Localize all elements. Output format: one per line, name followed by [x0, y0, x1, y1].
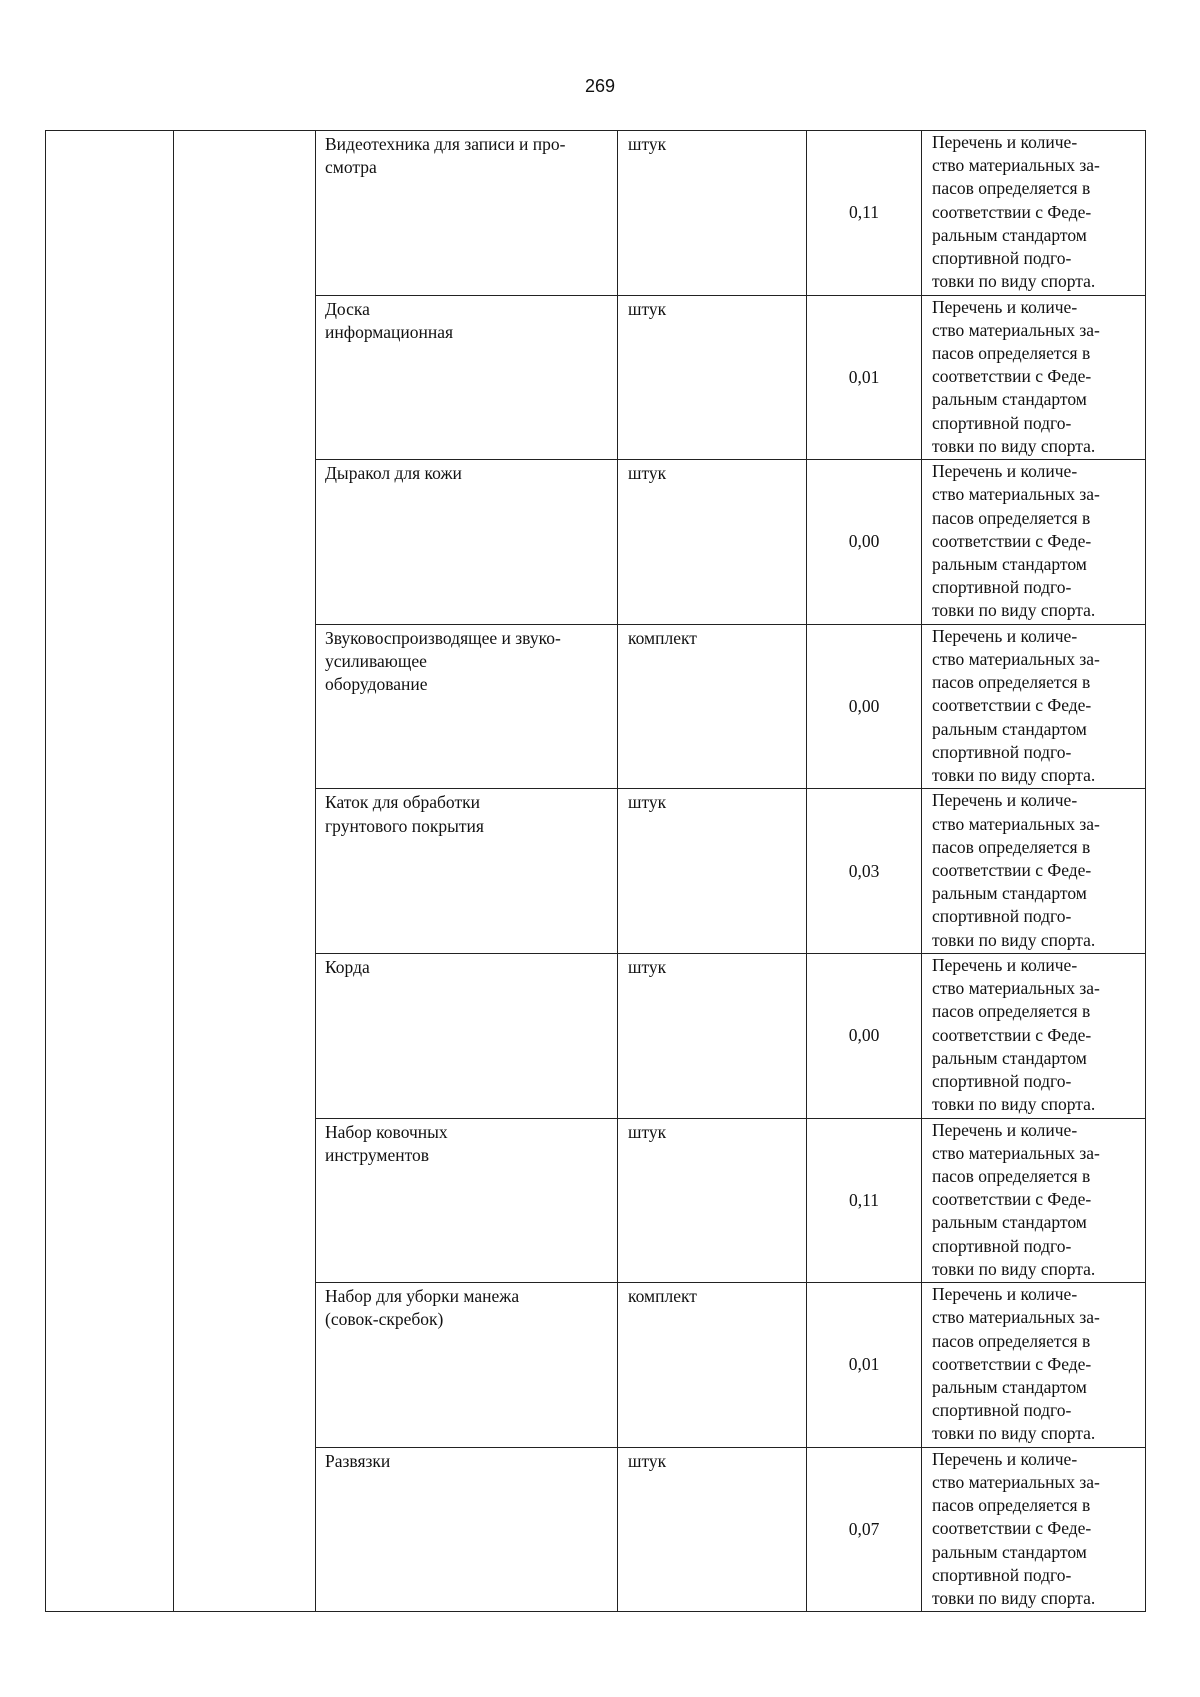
note: Перечень и количе- ство материальных за- пасов определяется в соответствии с Феде- ральным стандартом спортивной подго- товки по виду спорта.: [932, 461, 1100, 621]
unit: комплект: [628, 627, 697, 648]
quantity-cell: [807, 789, 922, 954]
unit: штук: [628, 1450, 667, 1471]
item-name: Корда: [325, 956, 370, 977]
note-cell: [922, 1447, 1146, 1612]
note-cell: [922, 131, 1146, 296]
quantity: 0,01: [848, 1354, 880, 1375]
unit-cell: [618, 953, 807, 1118]
quantity-cell: [807, 460, 922, 625]
unit-cell: [618, 624, 807, 789]
quantity-cell: [807, 624, 922, 789]
note-cell: [922, 953, 1146, 1118]
quantity: 0,01: [848, 366, 880, 387]
item-name: Дыракол для кожи: [325, 463, 462, 484]
note: Перечень и количе- ство материальных за- пасов определяется в соответствии с Феде- ральным стандартом спортивной подго- товки по виду спорта.: [932, 790, 1100, 950]
unit-cell: [618, 131, 807, 296]
item-name-cell: [316, 460, 618, 625]
item-name: Набор для уборки манежа (совок-скребок): [325, 1286, 520, 1330]
note: Перечень и количе- ство материальных за- пасов определяется в соответствии с Феде- ральным стандартом спортивной подго- товки по виду спорта.: [932, 1119, 1100, 1279]
equipment-table: [45, 130, 1146, 1612]
item-name-cell: [316, 953, 618, 1118]
quantity-cell: [807, 295, 922, 460]
item-name: Звуковоспроизводящее и звуко- усиливающее оборудование: [325, 627, 561, 695]
unit: штук: [628, 1121, 667, 1142]
note: Перечень и количе- ство материальных за- пасов определяется в соответствии с Феде- ральным стандартом спортивной подго- товки по виду спорта.: [932, 625, 1100, 785]
note: Перечень и количе- ство материальных за- пасов определяется в соответствии с Феде- ральным стандартом спортивной подго- товки по виду спорта.: [932, 1448, 1100, 1608]
note-cell: [922, 1283, 1146, 1448]
quantity: 0,00: [848, 1025, 880, 1046]
note-cell: [922, 624, 1146, 789]
item-name: Развязки: [325, 1450, 391, 1471]
item-name: Доска информационная: [325, 298, 454, 342]
unit: комплект: [628, 1286, 697, 1307]
quantity-cell: [807, 1118, 922, 1283]
unit: штук: [628, 956, 667, 977]
item-name-cell: [316, 131, 618, 296]
unit: штук: [628, 463, 667, 484]
item-name-cell: [316, 789, 618, 954]
quantity-cell: [807, 953, 922, 1118]
note: Перечень и количе- ство материальных за- пасов определяется в соответствии с Феде- ральным стандартом спортивной подго- товки по виду спорта.: [932, 132, 1100, 292]
note-cell: [922, 789, 1146, 954]
item-name-cell: [316, 295, 618, 460]
quantity: 0,11: [849, 1189, 879, 1210]
quantity-cell: [807, 1447, 922, 1612]
item-name: Видеотехника для записи и про- смотра: [325, 134, 566, 178]
note-cell: [922, 460, 1146, 625]
quantity: 0,00: [848, 695, 880, 716]
item-name-cell: [316, 1447, 618, 1612]
item-name-cell: [316, 624, 618, 789]
note: Перечень и количе- ство материальных за- пасов определяется в соответствии с Феде- ральным стандартом спортивной подго- товки по виду спорта.: [932, 954, 1100, 1115]
note-cell: [922, 1118, 1146, 1283]
unit-cell: [618, 1118, 807, 1283]
unit-cell: [618, 789, 807, 954]
unit: штук: [628, 134, 667, 154]
note: Перечень и количе- ство материальных за- пасов определяется в соответствии с Феде- ральным стандартом спортивной подго- товки по виду спорта.: [932, 1284, 1100, 1444]
unit-cell: [618, 1447, 807, 1612]
quantity-cell: [807, 131, 922, 296]
quantity: 0,00: [848, 531, 880, 552]
empty-column-1: [46, 131, 174, 1612]
note: Перечень и количе- ство материальных за- пасов определяется в соответствии с Феде- ральным стандартом спортивной подго- товки по виду спорта.: [932, 296, 1100, 456]
item-name: Каток для обработки грунтового покрытия: [325, 792, 484, 836]
page-number: 269: [584, 76, 616, 96]
quantity: 0,03: [848, 860, 880, 881]
quantity: 0,11: [849, 202, 879, 223]
table-body: [46, 131, 1146, 1612]
note-cell: [922, 295, 1146, 460]
unit-cell: [618, 295, 807, 460]
unit: штук: [628, 792, 667, 813]
quantity-cell: [807, 1283, 922, 1448]
item-name-cell: [316, 1283, 618, 1448]
table-row: [46, 131, 1146, 296]
unit: штук: [628, 298, 667, 319]
item-name-cell: [316, 1118, 618, 1283]
item-name: Набор ковочных инструментов: [325, 1121, 448, 1165]
unit-cell: [618, 1283, 807, 1448]
quantity: 0,07: [848, 1518, 880, 1539]
unit-cell: [618, 460, 807, 625]
empty-column-2: [174, 131, 316, 1612]
